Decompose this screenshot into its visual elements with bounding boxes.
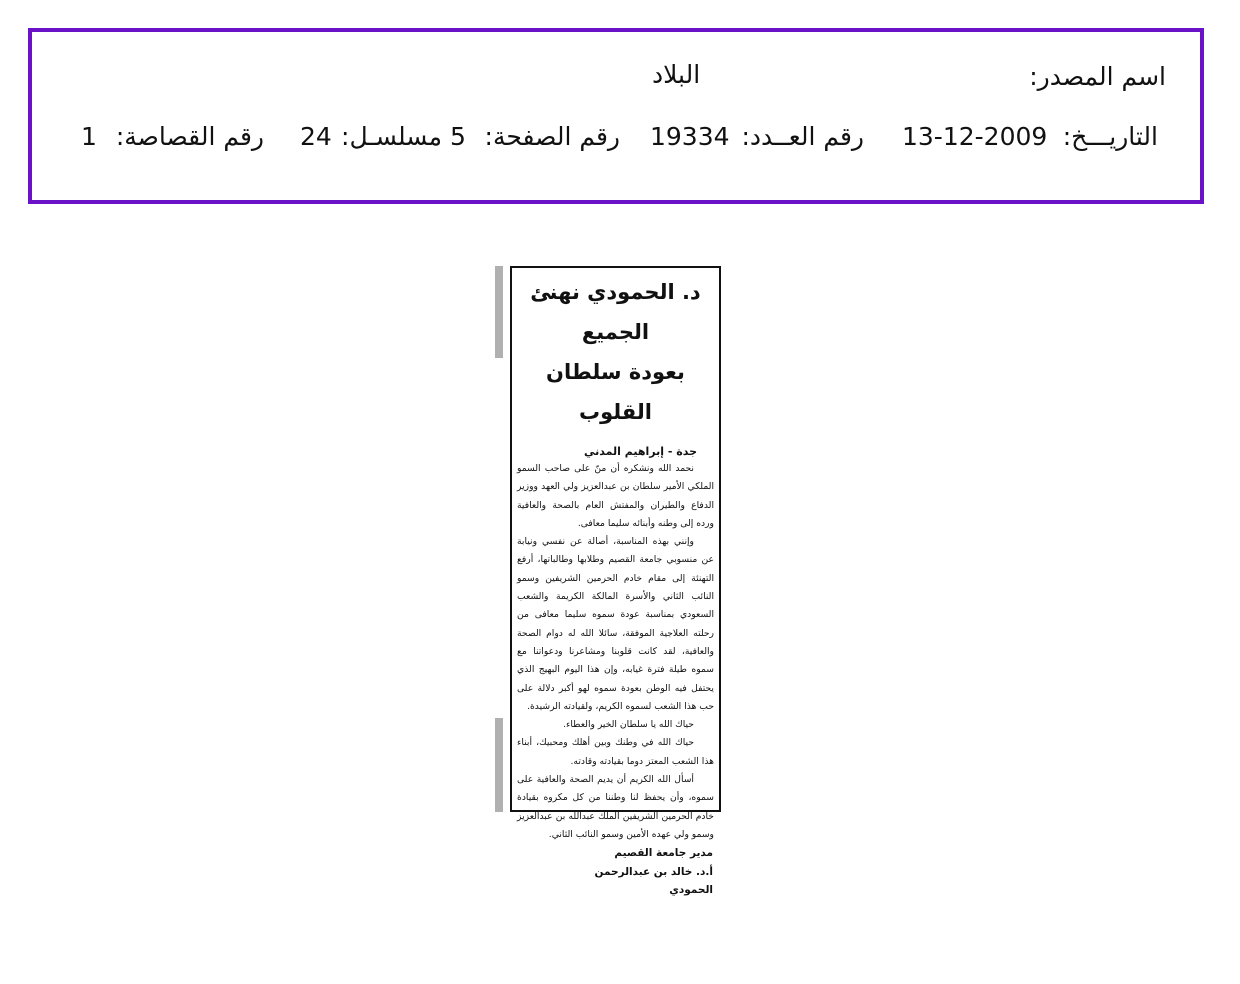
clipping-value: 1 <box>81 122 97 151</box>
issue-value: 19334 <box>650 122 730 151</box>
headline-line-2: بعودة سلطان القلوب <box>546 360 685 424</box>
article-headline <box>512 272 719 432</box>
date-value: 13-12-2009 <box>902 122 1048 151</box>
article-paragraph: نحمد الله ونشكره أن منّ على صاحب السمو الملكي الأمير سلطان بن عبدالعزيز ولي العهد ووزير الدفاع والطيران والمفتش العام بالصحة والعافية ورده إلى وطنه وأبنائه سليما معافى. <box>517 463 714 529</box>
page-value: 5 <box>450 122 466 151</box>
clipping-info-header <box>28 28 1204 204</box>
article-paragraph: أسأل الله الكريم أن يديم الصحة والعافية على سموه، وأن يحفظ لنا وطننا من كل مكروه بقيادة خادم الحرمين الشريفين الملك عبدالله بن عبدالعزيز وسمو ولي عهده الأمين وسمو النائب الثاني. <box>517 774 714 840</box>
article-frame <box>510 266 721 897</box>
article-body <box>512 460 719 844</box>
page-label: رقم الصفحة: <box>484 122 620 151</box>
date-label: التاريـــخ: <box>1062 122 1158 151</box>
signature-title: مدير جامعة القصيم <box>614 847 713 860</box>
source-value: البلاد <box>652 60 701 89</box>
signature-name-line-1: أ.د. خالد بن عبدالرحمن <box>594 865 713 878</box>
signature-name-line-2: الحمودي <box>669 884 713 897</box>
headline-line-1: د. الحمودي نهنئ الجميع <box>530 280 701 344</box>
serial-label: مسلسـل: <box>341 122 442 151</box>
clipping-label: رقم القصاصة: <box>115 122 264 151</box>
article-paragraph: وإنني بهذه المناسبة، أصالة عن نفسي ونيابة عن منسوبي جامعة القصيم وطلابها وطالباتها، أرفع التهنئة إلى مقام خادم الحرمين الشريفين وسمو النائب الثاني والأسرة المالكة الكريمة والشعب السعودي بمناسبة عودة سموه سليما معافى من رحلته العلاجية الموفقة، سائلا الله له دوام الصحة والعافية، لقد كانت قلوبنا ومشاعرنا ودعواتنا مع سموه طيلة فترة غيابه، وإن هذا اليوم البهيج الذي يحتفل فيه الوطن بعودة سموه لهو أكبر دلالة على حب هذا الشعب لسموه الكريم، ولقيادته الرشيدة. <box>517 536 714 712</box>
newspaper-clipping <box>495 266 721 897</box>
article-signature <box>512 844 719 900</box>
clipping-side-bar-bottom <box>495 718 503 812</box>
clipping-side-bar-top <box>495 266 503 358</box>
article-paragraph: حياك الله يا سلطان الخير والعطاء. <box>563 719 694 731</box>
issue-label: رقم العــدد: <box>741 122 864 151</box>
serial-value: 24 <box>300 122 332 151</box>
article-paragraph: حياك الله في وطنك وبين أهلك ومحبيك، أبناء هذا الشعب المعتز دوما بقيادته وقادته. <box>517 737 714 767</box>
source-label: اسم المصدر: <box>1029 62 1166 91</box>
article-byline: جدة - إبراهيم المدني <box>584 445 697 458</box>
